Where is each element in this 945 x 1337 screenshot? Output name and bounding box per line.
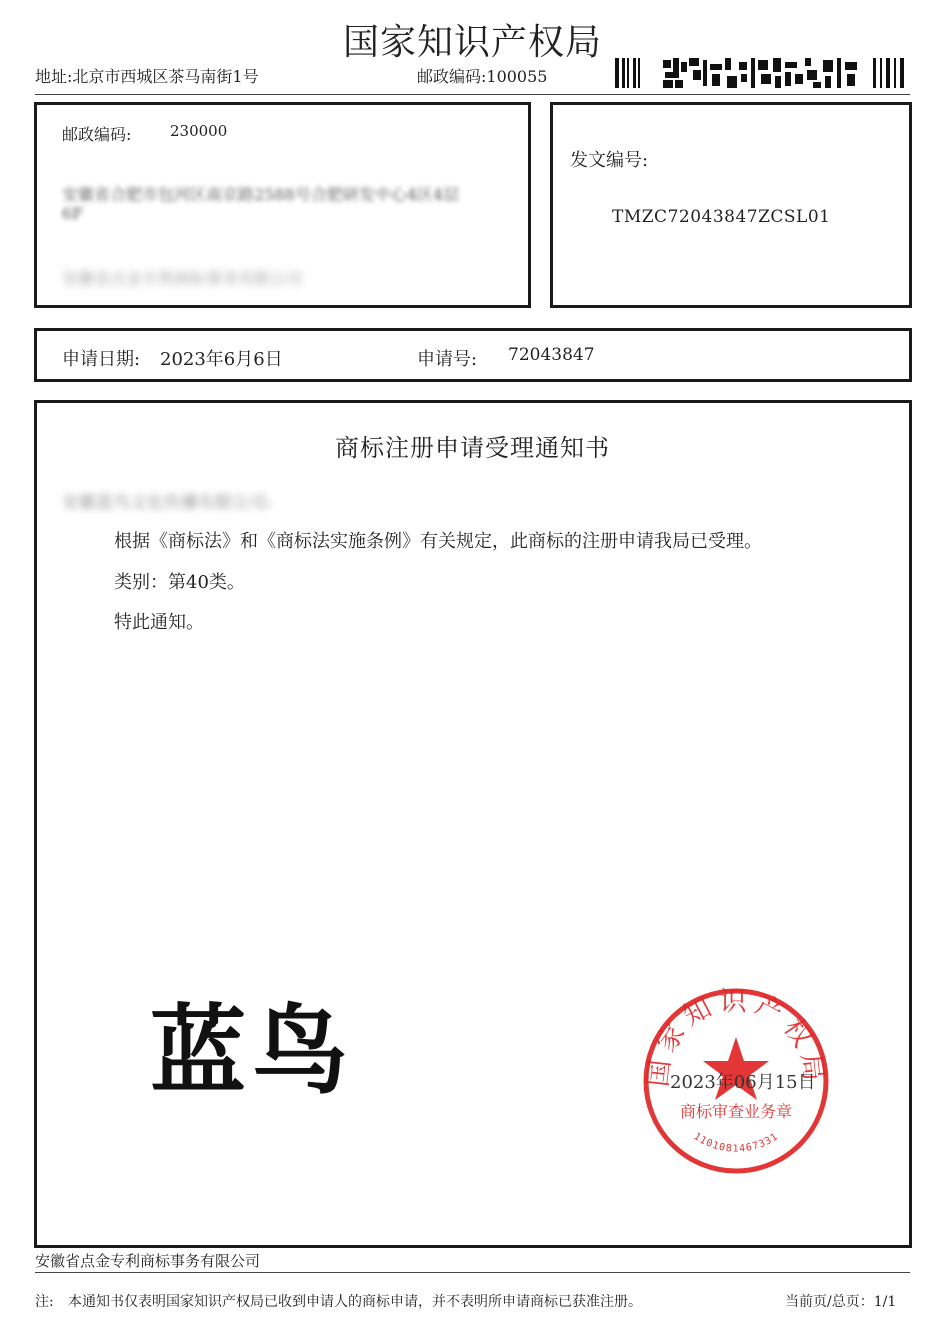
- recipient-address-line1: 安徽省合肥市包河区南京路2588号合肥研发中心4区4层: [62, 185, 460, 204]
- application-number-label: 申请号:: [417, 349, 478, 370]
- agency-postcode: 邮政编码:100055: [417, 67, 548, 86]
- barcode-image: [615, 58, 907, 88]
- page-info: 当前页/总页：1/1: [785, 1294, 897, 1310]
- application-date-label: 申请日期:: [62, 349, 141, 370]
- agency-title: 国家知识产权局: [342, 22, 602, 63]
- dispatch-box: [550, 102, 912, 308]
- dispatch-number-label: 发文编号:: [570, 150, 649, 171]
- recipient-name: 安徽省点金专利商标事务有限公司: [62, 269, 303, 288]
- recipient-address-line2: 6F: [62, 204, 84, 223]
- dispatch-number-value: TMZC72043847ZCSL01: [612, 207, 831, 227]
- issue-date: 2023年06月15日: [670, 1072, 816, 1093]
- agency-address: 地址:北京市西城区茶马南街1号: [35, 67, 259, 86]
- application-number-value: 72043847: [508, 345, 595, 365]
- notice-title: 商标注册申请受理通知书: [335, 434, 610, 462]
- footer-note-label: 注:: [35, 1294, 54, 1310]
- notice-closing: 特此通知。: [114, 612, 204, 633]
- seal-bottom-text: 商标审查业务章: [679, 1102, 793, 1121]
- notice-paragraph: 根据《商标法》和《商标法实施条例》有关规定，此商标的注册申请我局已受理。: [114, 531, 762, 552]
- recipient-postcode-value: 230000: [170, 122, 228, 140]
- seal-code: 1101081467331: [691, 1131, 781, 1155]
- seal-arc-text: 国家知识产权局: [642, 986, 830, 1089]
- notice-addressee: 安徽蓝鸟文化传播有限公司:: [62, 493, 272, 513]
- footer-divider: [35, 1272, 910, 1273]
- agent-name: 安徽省点金专利商标事务有限公司: [35, 1252, 261, 1270]
- application-date-value: 2023年6月6日: [160, 349, 283, 370]
- recipient-postcode-label: 邮政编码:: [62, 125, 132, 144]
- header-divider: [35, 94, 910, 95]
- trademark-image: 蓝鸟: [150, 994, 354, 1107]
- notice-class-line: 类别：第40类。: [114, 572, 245, 593]
- footer-note: 本通知书仅表明国家知识产权局已收到申请人的商标申请，并不表明所申请商标已获准注册。: [68, 1294, 642, 1310]
- svg-text:1101081467331: [691, 1131, 780, 1155]
